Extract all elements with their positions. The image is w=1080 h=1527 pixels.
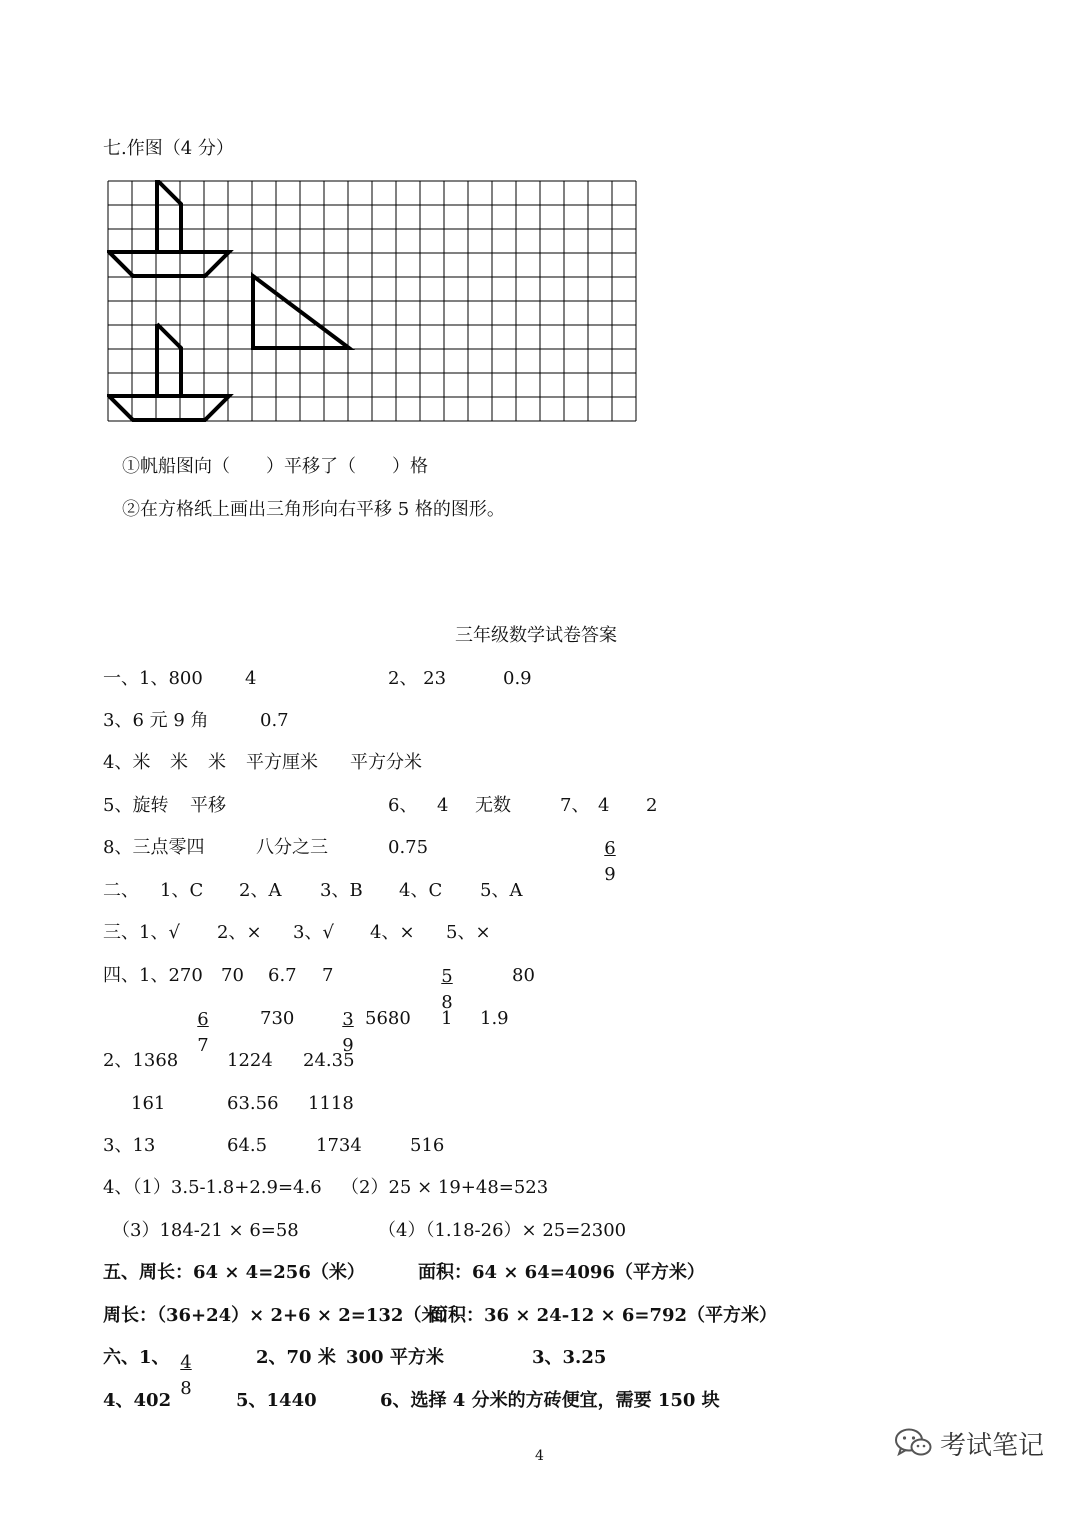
question-2: ②在方格纸上画出三角形向右平移 5 格的图形。 bbox=[122, 499, 505, 520]
watermark-text: 考试笔记 bbox=[940, 1430, 1045, 1461]
answer-text: 5、A bbox=[480, 880, 523, 901]
fraction-numerator: 3 bbox=[342, 1009, 354, 1030]
answer-text: 三、1、√ bbox=[103, 922, 180, 943]
answer-text: 4 bbox=[598, 795, 610, 816]
answer-text: 2、70 米 bbox=[256, 1347, 336, 1368]
answer-text: 5680 bbox=[365, 1008, 411, 1029]
sailboat-bottom-hull bbox=[109, 396, 229, 420]
answer-text: （3）184-21 × 6=58 bbox=[112, 1220, 299, 1241]
answer-text: 1224 bbox=[227, 1050, 273, 1071]
page-number: 4 bbox=[535, 1448, 544, 1464]
answer-text: 2、1368 bbox=[103, 1050, 179, 1071]
answer-text: 五、周长：64 × 4=256（米） bbox=[103, 1262, 365, 1283]
answer-text: 一、1、800 bbox=[103, 668, 203, 689]
answer-text: （2）25 × 19+48=523 bbox=[341, 1177, 549, 1198]
fraction-denominator: 8 bbox=[441, 992, 453, 1013]
answer-text: 4、× bbox=[370, 922, 415, 943]
answer-text: 二、 bbox=[103, 880, 139, 901]
answer-text: 300 平方米 bbox=[346, 1347, 444, 1368]
fraction-denominator: 8 bbox=[180, 1378, 192, 1399]
answer-text: （4）（1.18-26）× 25=2300 bbox=[378, 1220, 627, 1241]
answer-text: 3、√ bbox=[293, 922, 334, 943]
answer-text: 2 bbox=[646, 795, 658, 816]
answer-text: 周长：（36+24）× 2+6 × 2=132（米） bbox=[103, 1305, 458, 1326]
fraction-4-8 bbox=[179, 1354, 193, 1398]
fraction-5-8 bbox=[440, 968, 454, 1012]
answer-text: 3、3.25 bbox=[532, 1347, 607, 1368]
question-1: ①帆船图向（ ）平移了（ ）格 bbox=[122, 456, 428, 477]
answer-text: 730 bbox=[260, 1008, 295, 1029]
fraction-6-7 bbox=[196, 1011, 210, 1055]
answer-text: 0.75 bbox=[388, 837, 429, 858]
answer-text: 6、选择 4 分米的方砖便宜，需要 150 块 bbox=[380, 1390, 720, 1411]
fraction-denominator: 9 bbox=[604, 864, 616, 885]
triangle-shape bbox=[253, 276, 349, 348]
answer-text: 80 bbox=[512, 965, 535, 986]
answer-text: 3、B bbox=[320, 880, 363, 901]
answer-text: 8、三点零四 bbox=[103, 837, 205, 858]
grid-figure bbox=[107, 180, 637, 424]
answer-text: 0.7 bbox=[260, 710, 289, 731]
answer-text: 5、1440 bbox=[236, 1390, 317, 1411]
answer-text: 4、（1）3.5-1.8+2.9=4.6 bbox=[103, 1177, 322, 1198]
answer-text: 1、C bbox=[160, 880, 204, 901]
answer-text: 3、6 元 9 角 bbox=[103, 710, 209, 731]
sailboat-top bbox=[109, 180, 229, 276]
answer-text: 2、A bbox=[239, 880, 282, 901]
sailboat-bottom bbox=[109, 324, 229, 420]
answer-text: 516 bbox=[410, 1135, 445, 1156]
answer-text: 5、旋转 bbox=[103, 795, 169, 816]
fraction-denominator: 9 bbox=[342, 1035, 354, 1056]
answer-text: 六、1、 bbox=[103, 1347, 170, 1368]
answer-text: 6.7 bbox=[268, 965, 297, 986]
answer-text: 24.35 bbox=[303, 1050, 355, 1071]
watermark bbox=[894, 1420, 1044, 1466]
answer-text: 1734 bbox=[316, 1135, 362, 1156]
answer-text: 1 bbox=[441, 1008, 453, 1029]
answer-text: 2、× bbox=[217, 922, 262, 943]
sailboat-top-sail bbox=[157, 180, 181, 252]
answer-text: 63.56 bbox=[227, 1093, 279, 1114]
answer-text: 64.5 bbox=[227, 1135, 268, 1156]
sailboat-bottom-sail bbox=[157, 324, 181, 396]
fraction-numerator: 6 bbox=[197, 1009, 209, 1030]
fraction-numerator: 6 bbox=[604, 838, 616, 859]
fraction-6-9 bbox=[603, 840, 617, 884]
answer-text: 4 bbox=[437, 795, 449, 816]
answer-text: 八分之三 bbox=[256, 837, 328, 858]
answer-text: 米 bbox=[208, 752, 226, 773]
answer-text: 4、C bbox=[399, 880, 443, 901]
fraction-numerator: 5 bbox=[441, 966, 453, 987]
answer-text: 7 bbox=[322, 965, 334, 986]
answers-title: 三年级数学试卷答案 bbox=[455, 625, 617, 646]
answer-text: 70 bbox=[221, 965, 244, 986]
answer-text: 5、× bbox=[446, 922, 491, 943]
answer-text: 161 bbox=[131, 1093, 166, 1114]
answer-text: 2、 23 bbox=[388, 668, 447, 689]
answer-text: 米 bbox=[170, 752, 188, 773]
sailboat-top-hull bbox=[109, 252, 229, 276]
answer-text: 4 bbox=[245, 668, 257, 689]
answer-text: 1118 bbox=[308, 1093, 354, 1114]
answer-text: 4、402 bbox=[103, 1390, 172, 1411]
answer-text: 面积：36 × 24-12 × 6=792（平方米） bbox=[430, 1305, 778, 1326]
answer-text: 1.9 bbox=[480, 1008, 509, 1029]
fraction-denominator: 7 bbox=[197, 1035, 209, 1056]
answer-text: 0.9 bbox=[503, 668, 532, 689]
fraction-3-9 bbox=[341, 1011, 355, 1055]
answer-text: 7、 bbox=[560, 795, 590, 816]
grid-lines bbox=[108, 181, 636, 421]
answer-text: 3、13 bbox=[103, 1135, 156, 1156]
answer-text: 面积：64 × 64=4096（平方米） bbox=[418, 1262, 705, 1283]
wechat-icon bbox=[894, 1427, 932, 1459]
answer-text: 无数 bbox=[475, 795, 511, 816]
answer-text: 4、米 bbox=[103, 752, 151, 773]
answer-text: 平方厘米 bbox=[246, 752, 318, 773]
answer-text: 平方分米 bbox=[350, 752, 422, 773]
answer-text: 四、1、270 bbox=[103, 965, 203, 986]
section7-heading: 七.作图（4 分） bbox=[103, 138, 234, 159]
answer-text: 6、 bbox=[388, 795, 418, 816]
answer-text: 平移 bbox=[190, 795, 226, 816]
fraction-numerator: 4 bbox=[180, 1352, 192, 1373]
